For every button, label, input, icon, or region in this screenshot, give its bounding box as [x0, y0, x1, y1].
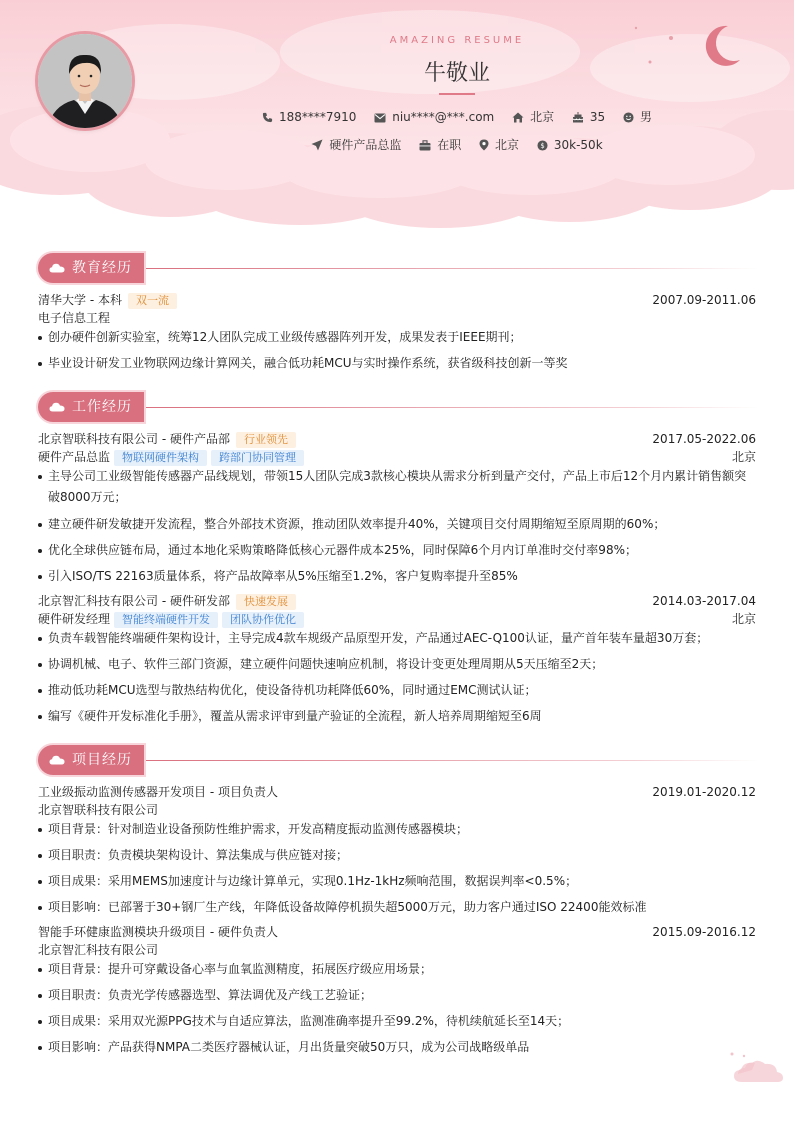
- project-entry-header: [38, 783, 756, 801]
- major-name: 电子信息工程: [38, 311, 111, 325]
- list-item: 项目背景：提升可穿戴设备心率与血氧监测精度，拓展医疗级应用场景；: [38, 959, 756, 980]
- send-icon: [311, 139, 323, 151]
- company-name: 北京智联科技有限公司 - 硬件产品部: [38, 432, 230, 446]
- list-item: 引入ISO/TS 22163质量体系，将产品故障率从5%压缩至1.2%，客户复购率提升至85%: [38, 566, 756, 587]
- job-intent-row: [0, 136, 794, 153]
- company-tag: 行业领先: [236, 432, 296, 448]
- header-banner: [0, 0, 794, 232]
- education-period: 2007.09-2011.06: [652, 293, 756, 307]
- list-item: 项目成果：采用MEMS加速度计与边缘计算单元，实现0.1Hz-1kHz频响范围，数据误判率<0.5%；: [38, 871, 756, 892]
- list-item: 编写《硬件开发标准化手册》，覆盖从需求评审到量产验证的全流程，新人培养周期缩短至6周: [38, 706, 756, 727]
- briefcase-icon: [419, 140, 431, 151]
- decorative-cloud-icon: [730, 1052, 786, 1086]
- list-item: 主导公司工业级智能传感器产品线规划，带领15人团队完成3款核心模块从需求分析到量产交付，产品上市后12个月内累计销售额突破8000万元；: [38, 466, 756, 508]
- skill-tag: 跨部门协同管理: [211, 450, 304, 466]
- smiley-icon: [623, 112, 634, 123]
- education-entry-header: [38, 291, 756, 309]
- salary-text: 30k-50k: [553, 138, 603, 152]
- city-text: 北京: [530, 110, 555, 124]
- work-city: 北京: [731, 450, 756, 464]
- phone-item: [262, 110, 356, 124]
- status-text: 在职: [437, 138, 462, 152]
- project-company: 北京智汇科技有限公司: [38, 943, 159, 957]
- phone-text: 188****7910: [278, 110, 357, 124]
- project-section-header: [38, 745, 758, 777]
- resume-tagline: AMAZING RESUME: [389, 35, 525, 46]
- position-line: [38, 448, 756, 466]
- company-name: 北京智汇科技有限公司 - 硬件研发部: [38, 594, 230, 608]
- cake-icon: [572, 111, 584, 123]
- location-pin-icon: [479, 139, 489, 151]
- major-line: [38, 309, 756, 327]
- gender-text: 男: [640, 110, 653, 124]
- work-section-header: [38, 392, 758, 424]
- list-item: 推动低功耗MCU选型与散热结构优化，使设备待机功耗降低60%，同时通过EMC测试认证；: [38, 680, 756, 701]
- work-period: 2014.03-2017.04: [652, 594, 756, 608]
- section-title: 项目经历: [72, 752, 132, 768]
- gender-item: [623, 108, 652, 125]
- job-target-item: [311, 136, 401, 153]
- project-company-line: [38, 801, 756, 819]
- section-title-pill: [38, 745, 144, 775]
- money-icon: [537, 140, 548, 151]
- list-item: 协调机械、电子、软件三部门资源，建立硬件问题快速响应机制，将设计变更处理周期从5天压缩至2天；: [38, 654, 756, 675]
- section-title: 教育经历: [72, 260, 132, 276]
- cloud-icon: [49, 755, 65, 765]
- list-item: 项目职责：负责光学传感器选型、算法调优及产线工艺验证；: [38, 985, 756, 1006]
- salary-item: [537, 138, 603, 152]
- skill-tag: 智能终端硬件开发: [114, 612, 218, 628]
- skill-tag: 物联网硬件架构: [114, 450, 207, 466]
- list-item: 创办硬件创新实验室，统筹12人团队完成工业级传感器阵列开发，成果发表于IEEE期刊；: [38, 327, 756, 348]
- section-title-pill: [38, 392, 144, 422]
- education-section-header: [38, 253, 758, 285]
- work-entry-header: [38, 592, 756, 610]
- project-company-line: [38, 941, 756, 959]
- home-icon: [512, 112, 524, 123]
- section-divider: [146, 407, 758, 408]
- skill-tag: 团队协作优化: [222, 612, 304, 628]
- project-company: 北京智联科技有限公司: [38, 803, 159, 817]
- project-name: 智能手环健康监测模块升级项目 - 硬件负责人: [38, 925, 278, 939]
- city-item: [512, 108, 554, 125]
- school-tag: 双一流: [128, 293, 177, 309]
- project-period: 2019.01-2020.12: [652, 785, 756, 799]
- age-text: 35: [589, 110, 606, 124]
- email-item: [374, 110, 494, 124]
- list-item: 项目背景：针对制造业设备预防性维护需求，开发高精度振动监测传感器模块；: [38, 819, 756, 840]
- target-city-item: [479, 136, 519, 153]
- work-entry-header: [38, 430, 756, 448]
- work-period: 2017.05-2022.06: [652, 432, 756, 446]
- position-name: 硬件研发经理: [38, 612, 111, 626]
- job-target-text: 硬件产品总监: [329, 138, 402, 152]
- candidate-name: 牛敬业: [423, 61, 490, 86]
- section-title: 工作经历: [72, 399, 132, 415]
- company-tag: 快速发展: [236, 594, 296, 610]
- list-item: 负责车载智能终端硬件架构设计，主导完成4款车规级产品原型开发，产品通过AEC-Q100认证，量产首年装车量超30万套；: [38, 628, 756, 649]
- list-item: 毕业设计研发工业物联网边缘计算网关，融合低功耗MCU与实时操作系统，获省级科技创新一等奖: [38, 353, 756, 374]
- cloud-icon: [49, 402, 65, 412]
- name-underline: [439, 93, 475, 95]
- age-item: [572, 110, 605, 124]
- cloud-icon: [49, 263, 65, 273]
- list-item: 项目影响：产品获得NMPA二类医疗器械认证，月出货量突破50万只，成为公司战略级单品: [38, 1037, 756, 1058]
- svg-text:$: $: [540, 141, 545, 150]
- project-name: 工业级振动监测传感器开发项目 - 项目负责人: [38, 785, 278, 799]
- contact-row: [0, 108, 794, 125]
- section-divider: [146, 760, 758, 761]
- position-name: 硬件产品总监: [38, 450, 111, 464]
- phone-icon: [262, 112, 273, 123]
- section-title-pill: [38, 253, 144, 283]
- target-city-text: 北京: [495, 138, 520, 152]
- list-item: 项目职责：负责模块架构设计、算法集成与供应链对接；: [38, 845, 756, 866]
- work-city: 北京: [731, 612, 756, 626]
- section-divider: [146, 268, 758, 269]
- list-item: 建立硬件研发敏捷开发流程，整合外部技术资源，推动团队效率提升40%，关键项目交付周期缩短至原周期的60%；: [38, 514, 756, 535]
- list-item: 优化全球供应链布局，通过本地化采购策略降低核心元器件成本25%，同时保障6个月内订单准时交付率98%；: [38, 540, 756, 561]
- status-item: [419, 136, 461, 153]
- email-text: niu****@***.com: [392, 110, 495, 124]
- list-item: 项目成果：采用双光源PPG技术与自适应算法，监测准确率提升至99.2%，待机续航延长至14天；: [38, 1011, 756, 1032]
- project-period: 2015.09-2016.12: [652, 925, 756, 939]
- project-entry-header: [38, 923, 756, 941]
- email-icon: [374, 113, 386, 123]
- school-name: 清华大学 - 本科: [38, 293, 122, 307]
- position-line: [38, 610, 756, 628]
- list-item: 项目影响：已部署于30+钢厂生产线，年降低设备故障停机损失超5000万元，助力客户通过ISO 22400能效标准: [38, 897, 756, 918]
